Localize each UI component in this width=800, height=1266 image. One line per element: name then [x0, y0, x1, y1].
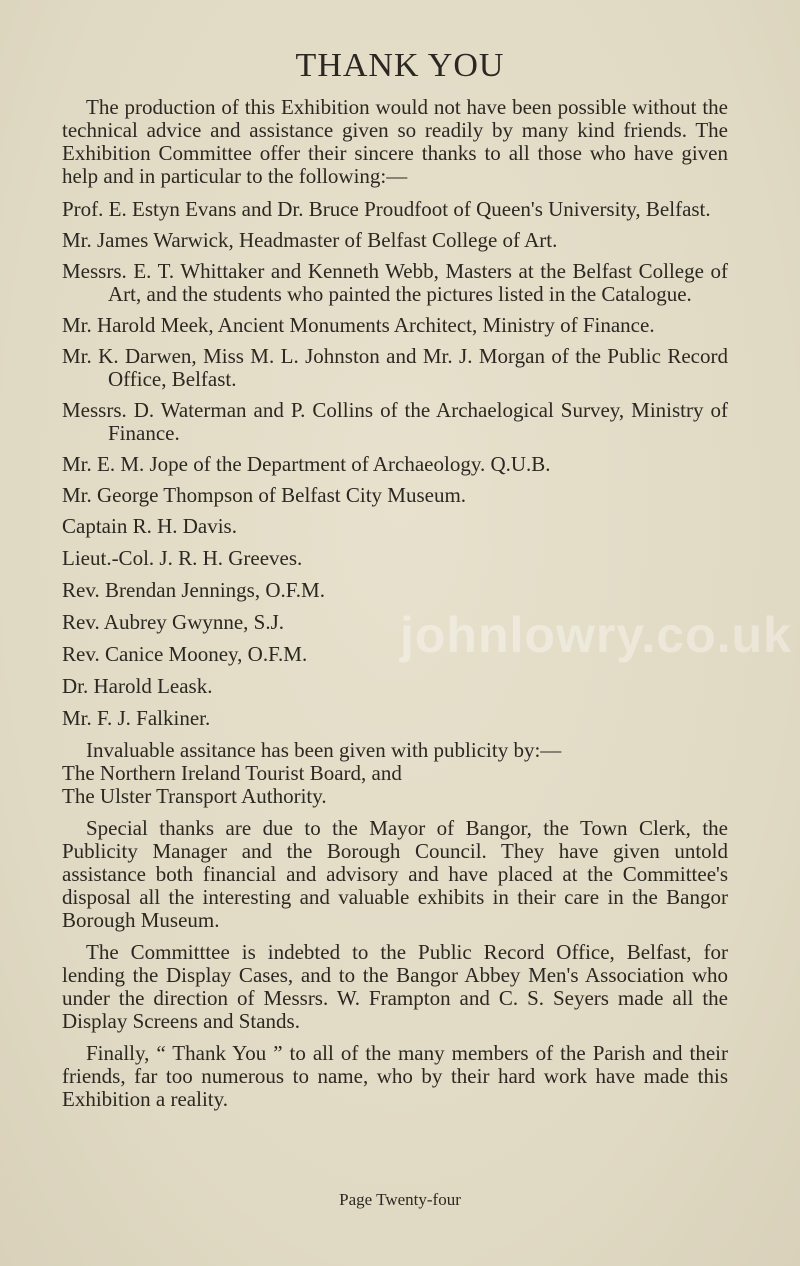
acknowledgement-item: Mr. K. Darwen, Miss M. L. Johnston and Mr. J. Morgan of the Public Record Office, Belfast. [62, 344, 728, 391]
acknowledgement-item: Rev. Brendan Jennings, O.F.M. [62, 578, 325, 602]
acknowledgement-item: Mr. E. M. Jope of the Department of Archaeology. Q.U.B. [62, 452, 551, 476]
acknowledgement-item: Mr. James Warwick, Headmaster of Belfast College of Art. [62, 228, 558, 252]
publicity-org: The Ulster Transport Authority. [62, 784, 327, 808]
page-number: Page Twenty-four [339, 1190, 461, 1209]
acknowledgement-item: Captain R. H. Davis. [62, 514, 237, 538]
page-title: THANK YOU [295, 47, 505, 84]
page-content [62, 96, 728, 1111]
acknowledgement-item: Messrs. E. T. Whittaker and Kenneth Webb, Masters at the Belfast College of Art, and the students who painted the pictures listed in the Catalogue. [62, 259, 728, 306]
acknowledgement-item: Mr. F. J. Falkiner. [62, 706, 211, 730]
publicity-intro: Invaluable assitance has been given with publicity by:— [86, 738, 562, 762]
publicity-org: The Northern Ireland Tourist Board, and [62, 761, 402, 785]
special-thanks-paragraph: Special thanks are due to the Mayor of Bangor, the Town Clerk, the Publicity Manager and the Borough Council. They have given untold assistance both financial and advisory and have placed at the Committee's disposal all the interesting and valuable exhibits in their care in the Bangor Borough Museum. [62, 816, 728, 932]
acknowledgement-item: Mr. George Thompson of Belfast City Museum. [62, 483, 467, 507]
committee-paragraph: The Committtee is indebted to the Public Record Office, Belfast, for lending the Display Cases, and to the Bangor Abbey Men's Association who under the direction of Messrs. W. Frampton and C. S. Seyers made all the Display Screens and Stands. [62, 940, 728, 1033]
finally-paragraph: Finally, “ Thank You ” to all of the many members of the Parish and their friends, far too numerous to name, who by their hard work have made this Exhibition a reality. [62, 1041, 728, 1111]
watermark: johnlowry.co.uk [400, 607, 792, 663]
acknowledgement-item: Rev. Canice Mooney, O.F.M. [62, 642, 308, 666]
acknowledgement-item: Lieut.-Col. J. R. H. Greeves. [62, 546, 303, 570]
intro-paragraph: The production of this Exhibition would not have been possible without the technical advice and assistance given so readily by many kind friends. The Exhibition Committee offer their sincere thanks to all those who have given help and in particular to the following:— [62, 95, 728, 188]
acknowledgement-item: Prof. E. Estyn Evans and Dr. Bruce Proudfoot of Queen's University, Belfast. [62, 197, 711, 221]
acknowledgement-item: Messrs. D. Waterman and P. Collins of the Archaelogical Survey, Ministry of Finance. [62, 398, 728, 445]
acknowledgement-item: Rev. Aubrey Gwynne, S.J. [62, 610, 285, 634]
acknowledgement-item: Dr. Harold Leask. [62, 674, 213, 698]
acknowledgement-item: Mr. Harold Meek, Ancient Monuments Architect, Ministry of Finance. [62, 313, 655, 337]
